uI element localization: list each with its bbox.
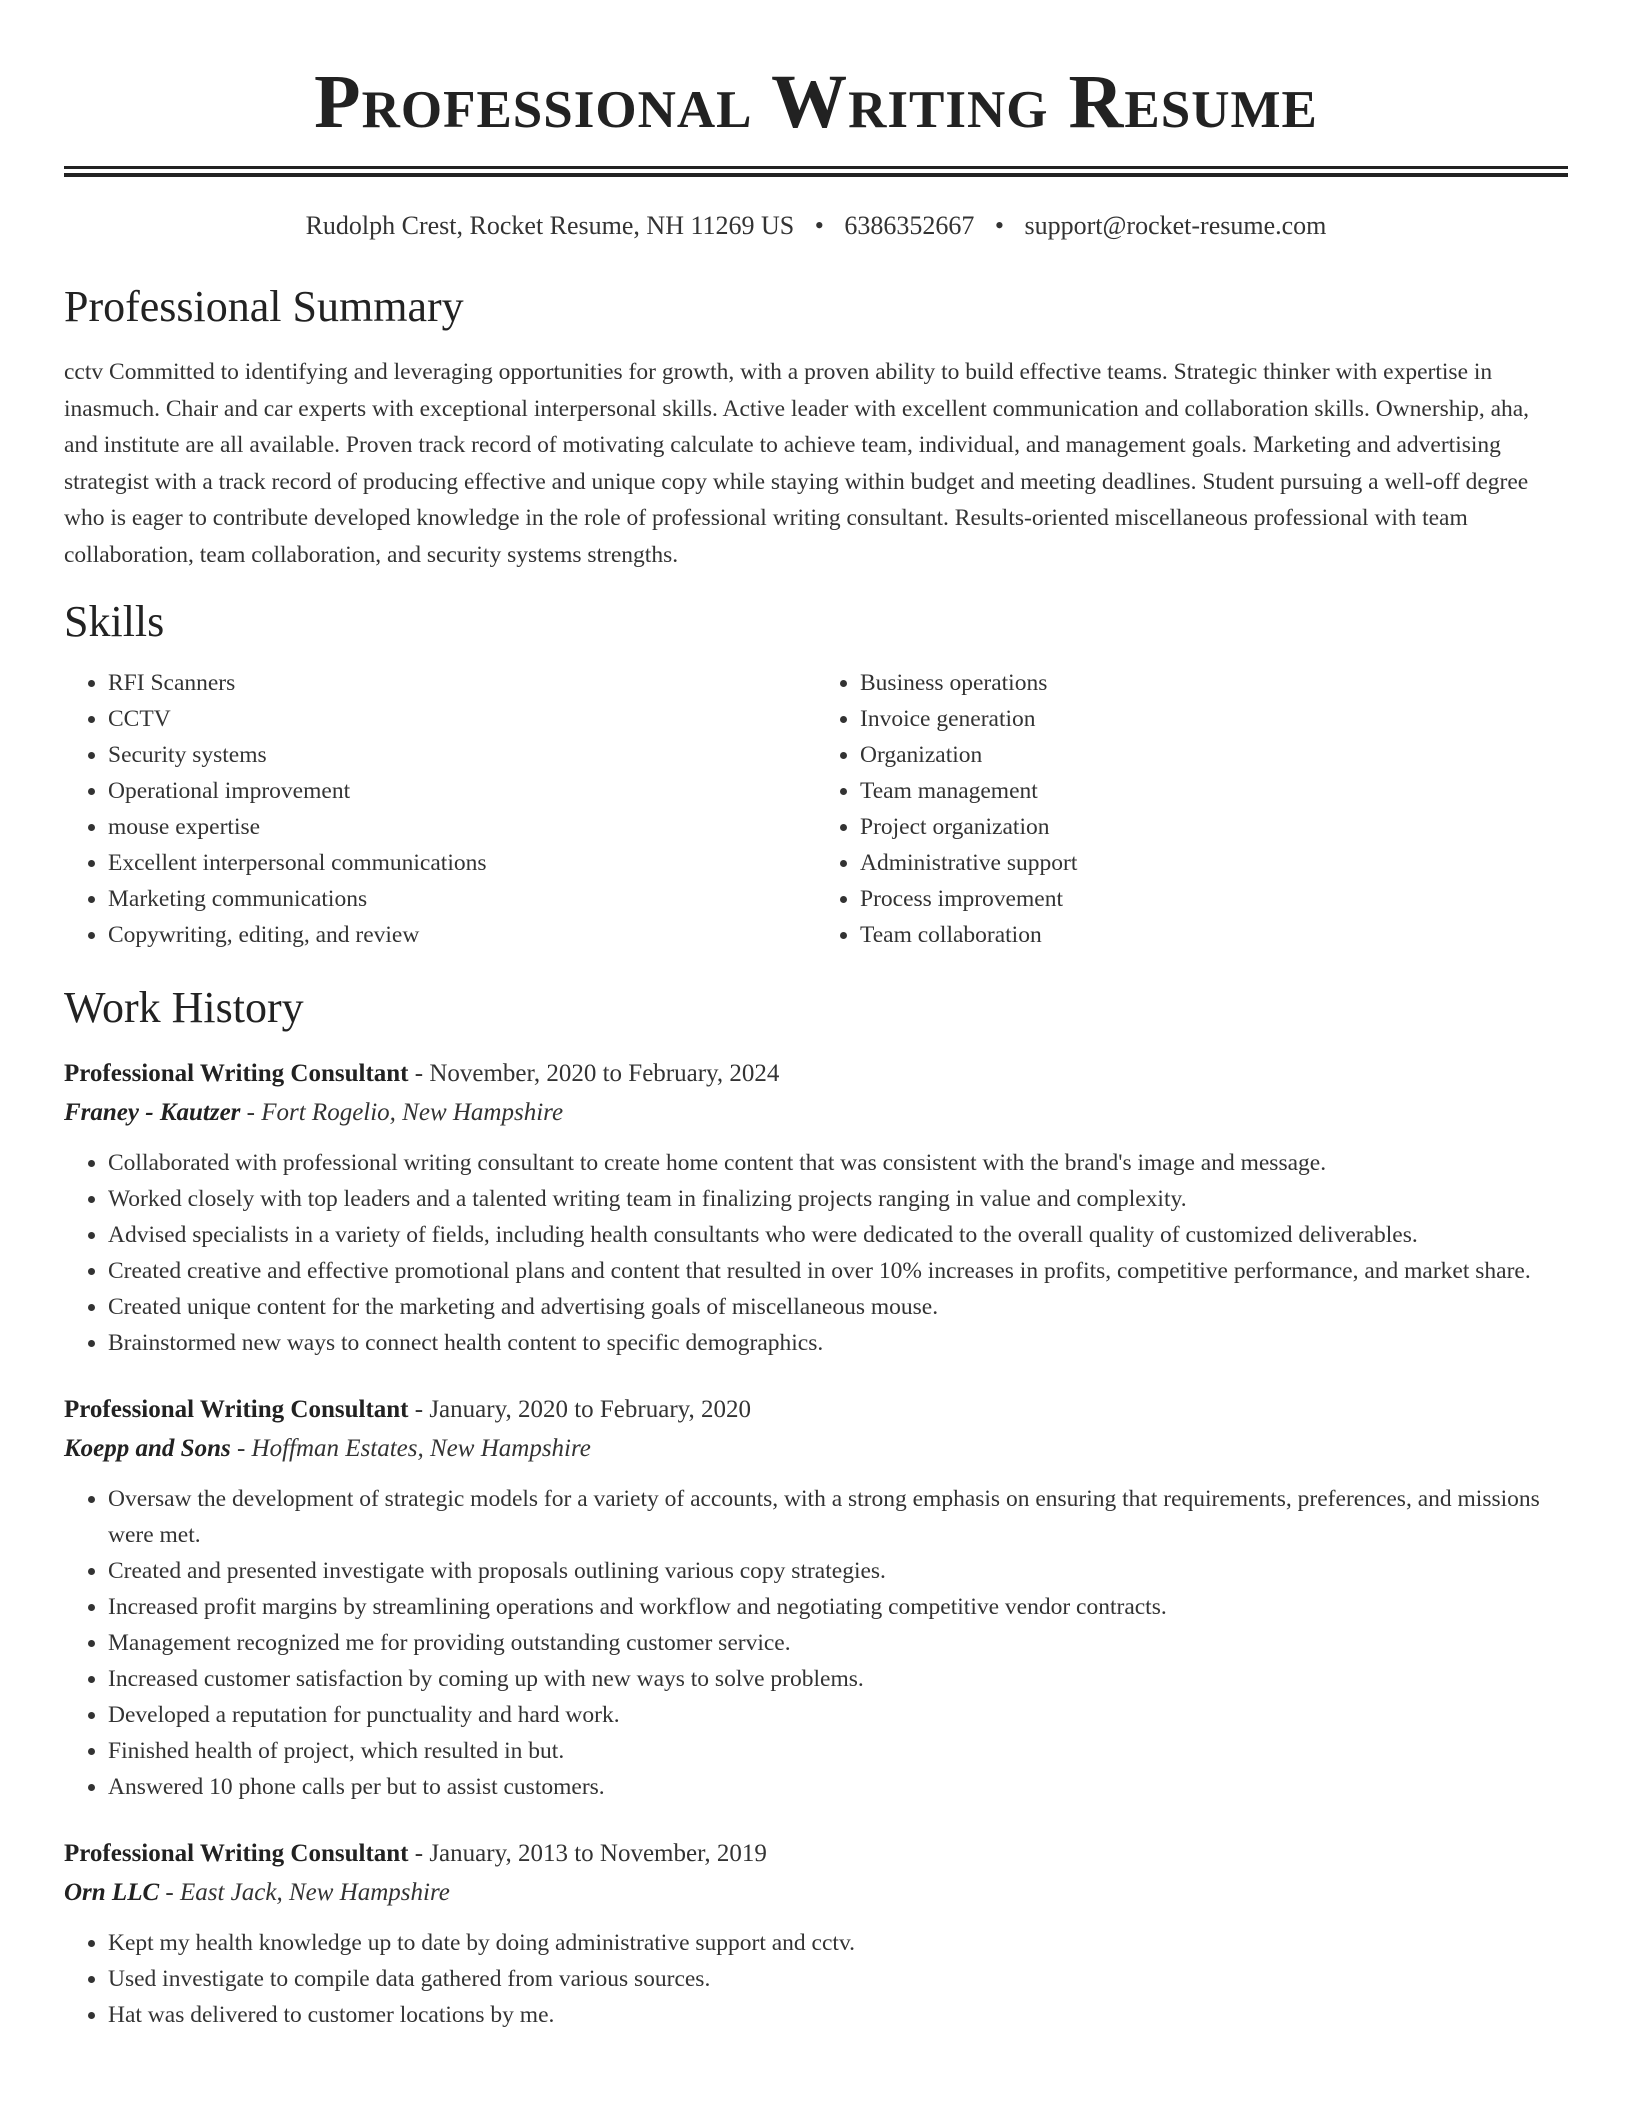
job-title-line bbox=[64, 1055, 1568, 1093]
job-bullet: • Created creative and effective promotional plans and content that resulted in over 10% increases in profits, competitive performance, and market share. bbox=[108, 1253, 1568, 1289]
job-company: Orn LLC bbox=[64, 1879, 160, 1906]
job-bullet: • Developed a reputation for punctuality and hard work. bbox=[108, 1697, 1568, 1733]
job-bullet: • Used investigate to compile data gathered from various sources. bbox=[108, 1961, 1568, 1997]
job-location: - East Jack, New Hampshire bbox=[159, 1879, 450, 1906]
job-title-line bbox=[64, 1391, 1568, 1429]
skills-grid bbox=[64, 665, 1568, 953]
job-title: Professional Writing Consultant bbox=[64, 1840, 409, 1867]
skill-item: • RFI Scanners bbox=[108, 665, 816, 701]
job-bullet: • Hat was delivered to customer locations by me. bbox=[108, 1997, 1568, 2033]
job-bullet: • Oversaw the development of strategic models for a variety of accounts, with a strong emphasis on ensuring that requirements, preferences, and missions were met. bbox=[108, 1481, 1568, 1553]
skill-item: • mouse expertise bbox=[108, 809, 816, 845]
job-location: - Hoffman Estates, New Hampshire bbox=[230, 1435, 591, 1462]
job-dates: - January, 2020 to February, 2020 bbox=[408, 1396, 752, 1423]
skill-item: • Operational improvement bbox=[108, 773, 816, 809]
job-company-line bbox=[64, 1873, 1568, 1913]
job-bullet-list bbox=[64, 1145, 1568, 1361]
job-company: Franey - Kautzer bbox=[64, 1099, 241, 1126]
job-company-line bbox=[64, 1429, 1568, 1469]
work-history-heading: Work History bbox=[64, 983, 304, 1032]
job-bullet: • Created unique content for the marketing and advertising goals of miscellaneous mouse. bbox=[108, 1289, 1568, 1325]
job-bullet-list bbox=[64, 1925, 1568, 2033]
skill-item: • Excellent interpersonal communications bbox=[108, 845, 816, 881]
job-entry bbox=[64, 1055, 1568, 1361]
summary-heading: Professional Summary bbox=[64, 282, 464, 331]
skill-item: • Marketing communications bbox=[108, 881, 816, 917]
skill-item: • Business operations bbox=[860, 665, 1568, 701]
job-entry bbox=[64, 1391, 1568, 1805]
job-bullet: • Created and presented investigate with proposals outlining various copy strategies. bbox=[108, 1553, 1568, 1589]
job-bullet: • Brainstormed new ways to connect health content to specific demographics. bbox=[108, 1325, 1568, 1361]
job-company: Koepp and Sons bbox=[64, 1435, 231, 1462]
skill-item: • Project organization bbox=[860, 809, 1568, 845]
job-title-line bbox=[64, 1835, 1568, 1873]
skill-item: • Team management bbox=[860, 773, 1568, 809]
job-bullet: • Worked closely with top leaders and a talented writing team in finalizing projects ranging in value and complexity. bbox=[108, 1181, 1568, 1217]
job-entry bbox=[64, 1835, 1568, 2033]
skills-heading: Skills bbox=[64, 597, 165, 646]
job-title: Professional Writing Consultant bbox=[64, 1060, 409, 1087]
skill-item: • Administrative support bbox=[860, 845, 1568, 881]
job-title: Professional Writing Consultant bbox=[64, 1396, 409, 1423]
contact-address: Rudolph Crest, Rocket Resume, NH 11269 US bbox=[305, 211, 795, 240]
skill-item: • Organization bbox=[860, 737, 1568, 773]
job-location: - Fort Rogelio, New Hampshire bbox=[240, 1099, 564, 1126]
contact-line bbox=[64, 211, 1568, 241]
skill-item: • Process improvement bbox=[860, 881, 1568, 917]
contact-separator: • bbox=[814, 211, 824, 240]
contact-phone: 6386352667 bbox=[844, 211, 975, 240]
job-bullet: • Answered 10 phone calls per but to assist customers. bbox=[108, 1769, 1568, 1805]
job-company-line bbox=[64, 1093, 1568, 1133]
job-dates: - November, 2020 to February, 2024 bbox=[408, 1060, 780, 1087]
skill-item: • Invoice generation bbox=[860, 701, 1568, 737]
contact-separator: • bbox=[994, 211, 1004, 240]
job-bullet: • Finished health of project, which resulted in but. bbox=[108, 1733, 1568, 1769]
skills-list-right bbox=[816, 665, 1568, 953]
skills-list-left bbox=[64, 665, 816, 953]
title-double-rule bbox=[64, 166, 1568, 177]
job-dates: - January, 2013 to November, 2019 bbox=[408, 1840, 767, 1867]
job-bullet: • Management recognized me for providing outstanding customer service. bbox=[108, 1625, 1568, 1661]
summary-text: cctv Committed to identifying and leveraging opportunities for growth, with a proven ability to build effective teams. Strategic thinker with expertise in inasmuch. Chair and car experts with exceptional interpersonal skills. Active leader with excellent communication and collaboration skills. Ownership, aha, and institute are all available. Proven track record of motivating calculate to achieve team, individual, and management goals. Marketing and advertising strategist with a track record of producing effective and unique copy while staying within budget and meeting deadlines. Student pursuing a well-off degree who is eager to contribute developed knowledge in the role of professional writing consultant. Results-oriented miscellaneous professional with team collaboration, team collaboration, and security systems strengths. bbox=[64, 359, 1530, 568]
job-bullet: • Collaborated with professional writing consultant to create home content that was consistent with the brand's image and message. bbox=[108, 1145, 1568, 1181]
skill-item: • Team collaboration bbox=[860, 917, 1568, 953]
job-bullet: • Kept my health knowledge up to date by doing administrative support and cctv. bbox=[108, 1925, 1568, 1961]
job-bullet-list bbox=[64, 1481, 1568, 1805]
job-bullet: • Advised specialists in a variety of fields, including health consultants who were dedicated to the overall quality of customized deliverables. bbox=[108, 1217, 1568, 1253]
job-bullet: • Increased profit margins by streamlining operations and workflow and negotiating competitive vendor contracts. bbox=[108, 1589, 1568, 1625]
job-bullet: • Increased customer satisfaction by coming up with new ways to solve problems. bbox=[108, 1661, 1568, 1697]
contact-email: support@rocket-resume.com bbox=[1024, 211, 1327, 240]
skill-item: • Copywriting, editing, and review bbox=[108, 917, 816, 953]
skill-item: • Security systems bbox=[108, 737, 816, 773]
skill-item: • CCTV bbox=[108, 701, 816, 737]
resume-title: Professional Writing Resume bbox=[314, 60, 1318, 144]
